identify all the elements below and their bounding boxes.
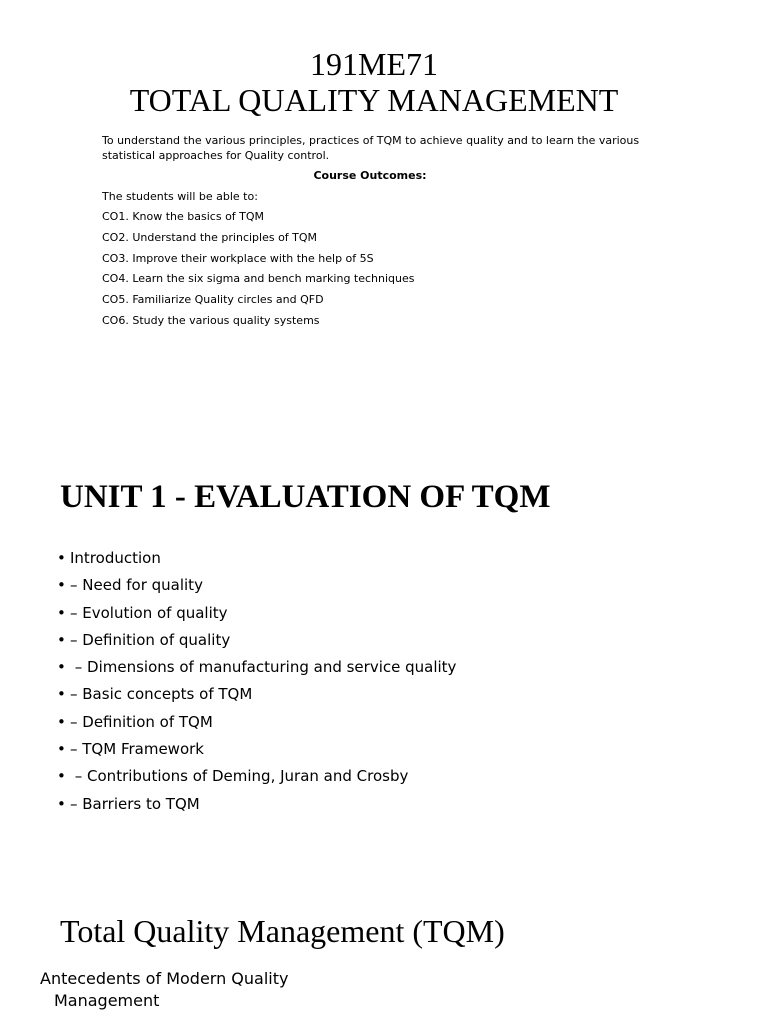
- bullet-icon: •: [57, 576, 66, 595]
- outcomes-heading: Course Outcomes:: [313, 169, 427, 182]
- bullet-icon: •: [57, 794, 66, 813]
- topic-item: [57, 712, 456, 732]
- course-title: TOTAL QUALITY MANAGEMENT: [129, 82, 619, 118]
- outcome-item: CO2. Understand the principles of TQM: [102, 230, 318, 244]
- unit-title: UNIT 1 - EVALUATION OF TQM: [60, 479, 551, 515]
- course-code: 191ME71: [310, 46, 438, 82]
- tqm-title: Total Quality Management (TQM): [60, 913, 505, 949]
- bullet-icon: •: [57, 549, 66, 567]
- topic-item: [57, 603, 456, 623]
- antecedents-heading-continued: Management: [54, 991, 160, 1010]
- topic-item: [57, 766, 456, 786]
- topic-item: [57, 794, 456, 814]
- outcome-item: CO1. Know the basics of TQM: [102, 210, 265, 223]
- topic-label: – Barriers to TQM: [70, 794, 200, 813]
- topic-label: – TQM Framework: [70, 740, 204, 759]
- topic-label: Introduction: [70, 549, 161, 567]
- objective-line: statistical approaches for Quality control.: [102, 149, 330, 162]
- bullet-icon: •: [57, 685, 66, 704]
- bullet-icon: •: [57, 658, 66, 677]
- antecedents-heading: Antecedents of Modern Quality: [40, 969, 289, 988]
- objective-line: To understand the various principles, practices of TQM to achieve quality and to learn the various: [102, 134, 640, 147]
- topic-item: [57, 739, 456, 759]
- outcome-item: CO3. Improve their workplace with the help of 5S: [102, 251, 374, 265]
- outcome-item: CO4. Learn the six sigma and bench marking techniques: [102, 272, 415, 286]
- topic-item: [57, 575, 456, 595]
- course-objective: [102, 133, 702, 163]
- topic-list: [57, 548, 456, 821]
- topic-item: [57, 548, 456, 568]
- bullet-icon: •: [57, 712, 66, 731]
- topic-label: – Definition of TQM: [70, 712, 213, 731]
- outcome-item: CO5. Familiarize Quality circles and QFD: [102, 293, 324, 307]
- outcomes-list: [102, 209, 415, 334]
- topic-label: – Basic concepts of TQM: [70, 685, 253, 704]
- outcomes-intro: The students will be able to:: [102, 190, 258, 203]
- topic-item: [57, 684, 456, 704]
- topic-label: – Evolution of quality: [70, 603, 228, 622]
- bullet-icon: •: [57, 740, 66, 759]
- outcome-item: CO6. Study the various quality systems: [102, 313, 320, 327]
- bullet-icon: •: [57, 767, 66, 786]
- topic-label: – Dimensions of manufacturing and service quality: [70, 658, 457, 677]
- topic-label: – Need for quality: [70, 576, 203, 595]
- bullet-icon: •: [57, 630, 66, 649]
- bullet-icon: •: [57, 603, 66, 622]
- topic-label: – Definition of quality: [70, 630, 231, 649]
- topic-label: – Contributions of Deming, Juran and Crosby: [70, 767, 409, 786]
- topic-item: [57, 657, 456, 677]
- topic-item: [57, 630, 456, 650]
